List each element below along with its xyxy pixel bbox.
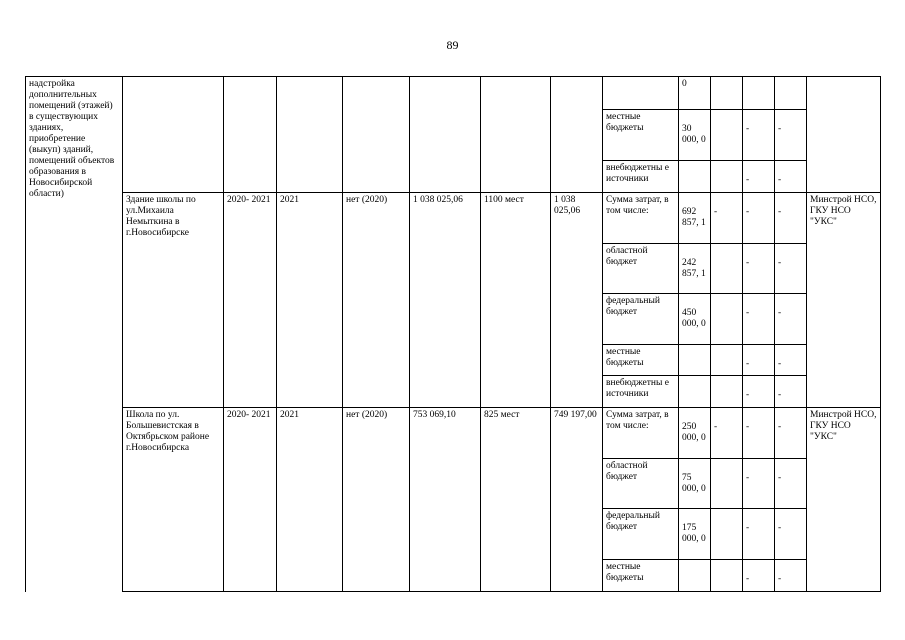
value-cell: - [743, 375, 775, 407]
value-cell: - [711, 408, 743, 458]
cost-cell: 753 069,10 [410, 408, 481, 592]
remaining-cell: 1 038 025,06 [551, 193, 603, 408]
executor-cell: Минстрой НСО, ГКУ НСО "УКС" [807, 408, 881, 592]
value-cell: - [743, 243, 775, 293]
source-cell: Сумма затрат, в том числе: [603, 408, 679, 458]
amount-cell [679, 160, 711, 192]
period-cell: 2020- 2021 [224, 408, 277, 592]
year-cell: 2021 [277, 408, 343, 592]
value-cell [711, 77, 743, 110]
source-cell [603, 77, 679, 110]
value-cell [711, 559, 743, 591]
amount-cell: 75 000, 0 [679, 458, 711, 508]
year-cell: 2021 [277, 193, 343, 408]
value-cell: - [743, 458, 775, 508]
source-cell: федеральный бюджет [603, 509, 679, 559]
value-cell: - [743, 559, 775, 591]
value-cell: - [743, 193, 775, 243]
value-cell [711, 243, 743, 293]
value-cell: - [775, 160, 807, 192]
measure-cell: надстройка дополнительных помещений (этажей) в существующих зданиях, приобретение (выкуп) зданий, помещений объектов образования в Новосибирской области) [26, 77, 123, 592]
source-cell: местные бюджеты [603, 344, 679, 375]
value-cell [711, 458, 743, 508]
value-cell [711, 344, 743, 375]
budget-table [25, 76, 881, 592]
pir-cell: нет (2020) [343, 193, 410, 408]
amount-cell: 0 [679, 77, 711, 110]
amount-cell: 175 000, 0 [679, 509, 711, 559]
value-cell: - [743, 344, 775, 375]
capacity-cell: 825 мест [481, 408, 551, 592]
source-cell: областной бюджет [603, 458, 679, 508]
value-cell [711, 110, 743, 160]
source-cell: местные бюджеты [603, 559, 679, 591]
object-name-cell [123, 77, 224, 193]
source-cell: внебюджетны е источники [603, 160, 679, 192]
pir-cell [343, 77, 410, 193]
period-cell: 2020- 2021 [224, 193, 277, 408]
source-cell: Сумма затрат, в том числе: [603, 193, 679, 243]
amount-cell [679, 344, 711, 375]
table-row [26, 408, 881, 458]
amount-cell [679, 375, 711, 407]
value-cell: - [775, 193, 807, 243]
page-number: 89 [446, 38, 459, 52]
value-cell [711, 375, 743, 407]
value-cell: - [775, 344, 807, 375]
value-cell [743, 77, 775, 110]
amount-cell: 250 000, 0 [679, 408, 711, 458]
table-row [26, 193, 881, 243]
value-cell [775, 77, 807, 110]
value-cell: - [743, 509, 775, 559]
source-cell: внебюджетны е источники [603, 375, 679, 407]
value-cell: - [743, 294, 775, 344]
executor-cell: Минстрой НСО, ГКУ НСО "УКС" [807, 193, 881, 408]
object-name-cell: Школа по ул. Большевистская в Октябрьском районе г.Новосибирска [123, 408, 224, 592]
value-cell: - [775, 294, 807, 344]
value-cell: - [775, 509, 807, 559]
object-name-cell: Здание школы по ул.Михаила Немыткина в г.Новосибирске [123, 193, 224, 408]
year-cell [277, 77, 343, 193]
amount-cell [679, 559, 711, 591]
amount-cell: 242 857, 1 [679, 243, 711, 293]
value-cell: - [775, 375, 807, 407]
value-cell: - [775, 408, 807, 458]
remaining-cell [551, 77, 603, 193]
value-cell: - [775, 458, 807, 508]
value-cell: - [775, 110, 807, 160]
table-row [26, 77, 881, 110]
remaining-cell: 749 197,00 [551, 408, 603, 592]
capacity-cell [481, 77, 551, 193]
cost-cell [410, 77, 481, 193]
value-cell: - [711, 193, 743, 243]
capacity-cell: 1100 мест [481, 193, 551, 408]
source-cell: федеральный бюджет [603, 294, 679, 344]
amount-cell: 450 000, 0 [679, 294, 711, 344]
value-cell [711, 509, 743, 559]
value-cell [711, 160, 743, 192]
pir-cell: нет (2020) [343, 408, 410, 592]
executor-cell [807, 77, 881, 193]
value-cell: - [743, 160, 775, 192]
source-cell: местные бюджеты [603, 110, 679, 160]
amount-cell: 692 857, 1 [679, 193, 711, 243]
amount-cell: 30 000, 0 [679, 110, 711, 160]
value-cell [711, 294, 743, 344]
source-cell: областной бюджет [603, 243, 679, 293]
period-cell [224, 77, 277, 193]
value-cell: - [743, 408, 775, 458]
value-cell: - [775, 243, 807, 293]
value-cell: - [743, 110, 775, 160]
cost-cell: 1 038 025,06 [410, 193, 481, 408]
value-cell: - [775, 559, 807, 591]
